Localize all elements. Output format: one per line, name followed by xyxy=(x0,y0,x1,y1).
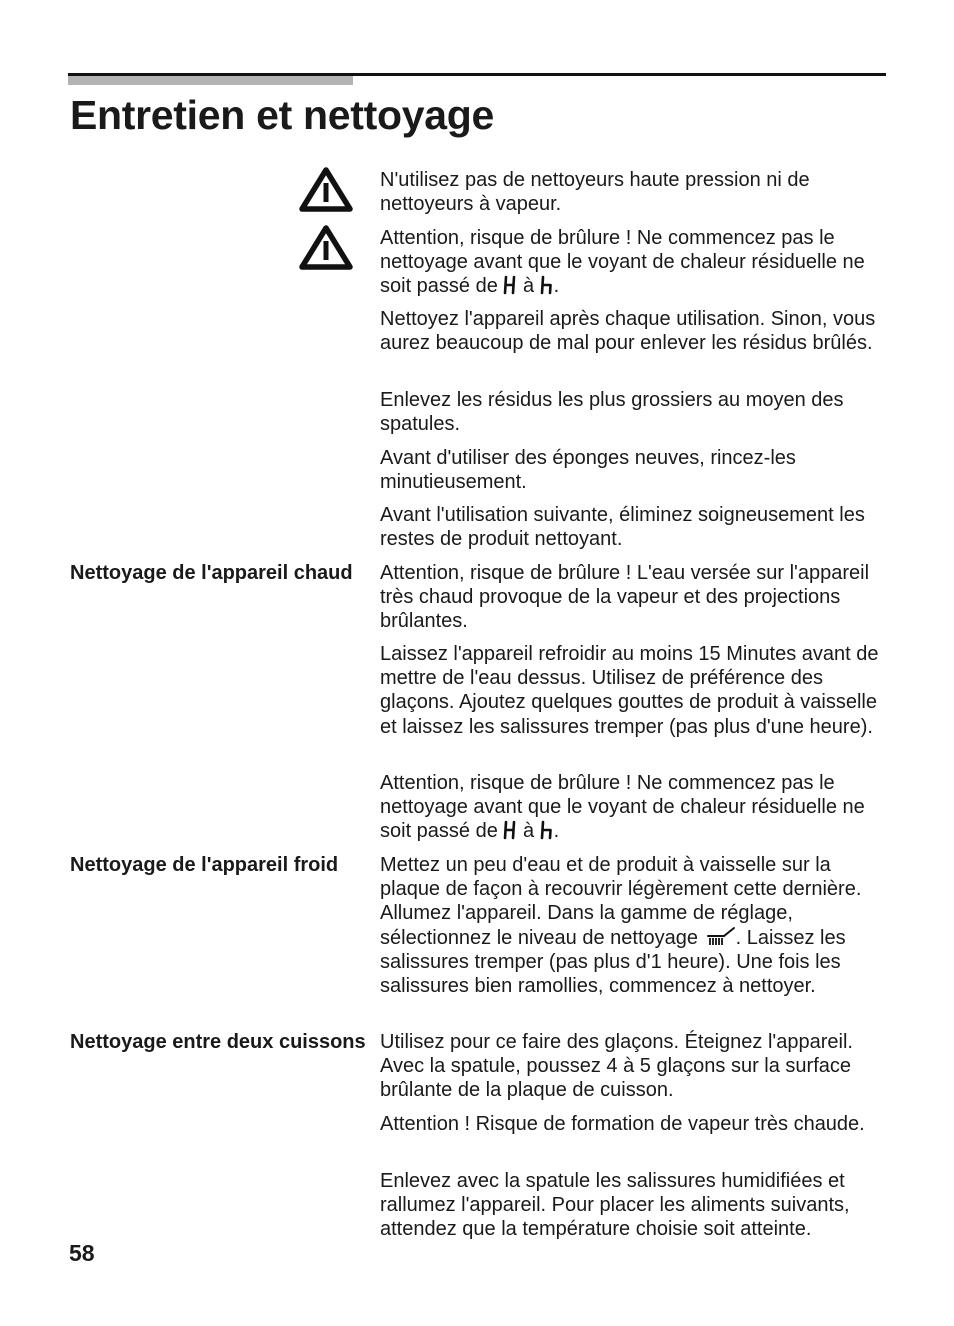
paragraph-clean-after-use: Nettoyez l'appareil après chaque utilisation. Sinon, vous aurez beaucoup de mal pour enlever les résidus brûlés. xyxy=(380,308,876,355)
paragraph-text: Attention, risque de brûlure ! Ne commencez pas le nettoyage avant que le voyant de chaleur résiduelle ne soit passé de xyxy=(380,227,865,298)
paragraph-text: . xyxy=(553,820,560,843)
paragraph-hot-steam-warning: Attention, risque de brûlure ! L'eau versée sur l'appareil très chaud provoque de la vapeur et des projections brûlantes. xyxy=(380,562,870,633)
paragraph-text: . xyxy=(553,275,560,298)
paragraph-text: à xyxy=(522,820,535,843)
paragraph-hot-cool-down: Laissez l'appareil refroidir au moins 15 Minutes avant de mettre de l'eau dessus. Utilisez de préférence des glaçons. Ajoutez quelques gouttes de produit à vaisselle et laissez les salissures tremper (pas plus d'une heure). xyxy=(380,643,879,738)
paragraph-cold-cleaning xyxy=(380,853,890,998)
paragraph-between-resume: Enlevez avec la spatule les salissures humidifiées et rallumez l'appareil. Pour placer les aliments suivants, attendez que la température choisie soit atteinte. xyxy=(380,1170,850,1241)
display-h-icon xyxy=(540,820,554,840)
paragraph-text: Mettez un peu d'eau et de produit à vaisselle sur la plaque de façon à recouvrir légèrement cette dernière. Allumez l'appareil. Dans la gamme de réglage, sélectionnez le niveau de nettoyage xyxy=(380,854,862,949)
page-title: Entretien et nettoyage xyxy=(70,92,494,138)
paragraph-remove-cleaner: Avant l'utilisation suivante, éliminez soigneusement les restes de produit nettoyant. xyxy=(380,504,865,551)
header-accent-bar xyxy=(68,76,353,85)
paragraph-rinse-sponges: Avant d'utiliser des éponges neuves, rincez-les minutieusement. xyxy=(380,447,796,494)
page-number: 58 xyxy=(69,1240,95,1266)
paragraph-burn-warning xyxy=(380,226,890,299)
section-label-cold: Nettoyage de l'appareil froid xyxy=(70,854,339,876)
warning-triangle-icon xyxy=(299,166,353,212)
paragraph-between-ice-cubes: Utilisez pour ce faire des glaçons. Éteignez l'appareil. Avec la spatule, poussez 4 à 5 glaçons sur la surface brûlante de la plaque de cuisson. xyxy=(380,1031,853,1102)
paragraph-text: . Laissez les salissures tremper (pas plus d'1 heure). Une fois les salissures bien ramollies, commencez à nettoyer. xyxy=(380,926,846,998)
paragraph-hot-burn-warning xyxy=(380,771,890,844)
paragraph-text: Attention, risque de brûlure ! Ne commencez pas le nettoyage avant que le voyant de chaleur résiduelle ne soit passé de xyxy=(380,772,865,843)
paragraph-remove-residue: Enlevez les résidus les plus grossiers au moyen des spatules. xyxy=(380,389,844,436)
warning-triangle-icon xyxy=(299,224,353,270)
paragraph-no-pressure-cleaner: N'utilisez pas de nettoyeurs haute pression ni de nettoyeurs à vapeur. xyxy=(380,169,810,216)
cleaning-level-icon xyxy=(704,926,736,948)
section-label-hot: Nettoyage de l'appareil chaud xyxy=(70,562,353,584)
paragraph-between-steam-warning: Attention ! Risque de formation de vapeur très chaude. xyxy=(380,1113,865,1135)
display-H-icon xyxy=(503,820,517,840)
display-H-icon xyxy=(503,275,517,295)
section-label-between: Nettoyage entre deux cuissons xyxy=(70,1031,366,1053)
display-h-icon xyxy=(540,275,554,295)
paragraph-text: à xyxy=(522,275,535,298)
